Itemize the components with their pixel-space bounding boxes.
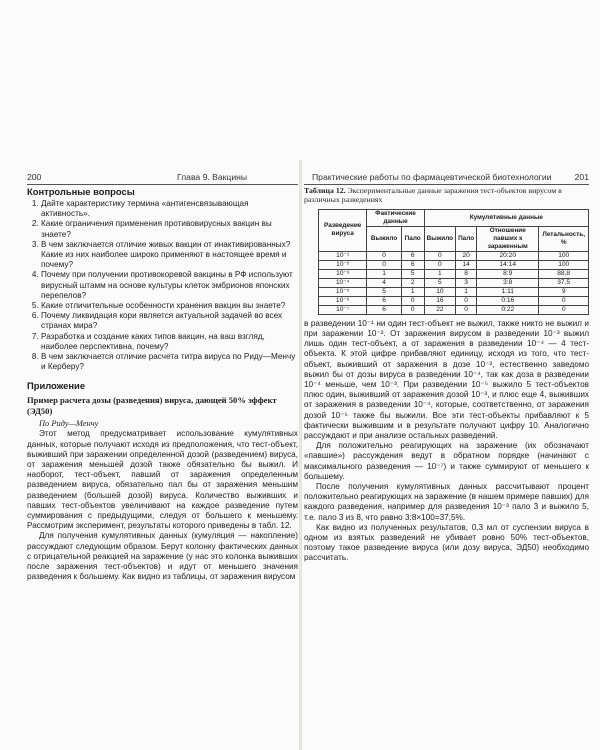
table-cell: 1	[367, 269, 401, 278]
table-cell: 4	[367, 278, 401, 287]
table-cell: 88,8	[539, 269, 589, 278]
data-table	[318, 209, 589, 315]
table-row	[319, 278, 589, 287]
control-questions-list	[27, 199, 298, 372]
table-cell: 37,5	[539, 278, 589, 287]
table-row	[319, 260, 589, 269]
body-paragraph: Как видно из полученных результатов, 0,3 мл от суспензии вируса в одном из взятых разведений не убивает ровно 50% тест-объектов, поэтому такое разведение вируса (или дозу вируса, ЭД50) необходимо рассчитать.	[304, 522, 589, 563]
book-gutter	[299, 160, 302, 750]
table-cell: 6	[367, 305, 401, 314]
body-paragraph: в разведении 10⁻¹ ни один тест-объект не выжил, также никто не выжил и при заражении 10⁻². От заражения вирусом в разведении 10⁻³ выжил лишь один тест-объект, а от заражения в разведении 10⁻⁴ — 4 тест-объекта. К этой цифре прибавляют единицу, исходя из того, что тест-объект, выживший от заражения в дозе 10⁻³, естественно заведомо выжил бы от дозы вируса в разведении 10⁻⁴, так как доза в разведении 10⁻⁴ меньше, чем 10⁻³. При разведении 10⁻⁵ выжило 5 тест-объектов плюс один, выживший от заражения дозой 10⁻³, и плюс еще 4, выживших от заражения в разведении 10⁻⁴, которые, соответственно, от заражения дозой 10⁻⁵ также бы выжили. Все эти тест-объекты прибавляют к 5 фактически выжившим и в результате получают цифру 10. Аналогично рассуждают и при анализе остальных разведений.	[304, 318, 589, 441]
question-item: 2. Какие ограничения применения противовирусных вакцин вы знаете?	[41, 219, 298, 239]
table-cell: 0:16	[477, 296, 539, 305]
table-row	[319, 269, 589, 278]
table-cell: 1:11	[477, 287, 539, 296]
table-cell: 0	[367, 251, 401, 260]
question-item: 5. Какие отличительные особенности хранения вакцин вы знаете?	[41, 301, 298, 311]
table-cell: 0	[456, 296, 477, 305]
table-caption-text: Экспериментальные данные заражения тест-объектов вирусом в различных разведениях	[304, 186, 562, 205]
col-ratio: Отношение павших к зараженным	[477, 226, 539, 251]
table-cell: 1	[424, 269, 455, 278]
left-page	[27, 186, 298, 706]
table-cell: 20:20	[477, 251, 539, 260]
body-paragraph: Этот метод предусматривает использование кумулятивных данных, которые получают исходя из предположения, что тест-объект, выживший при заражении определенной дозой (разведением) вируса, от заражения меньшей дозой также обязательно бы выжил. И наоборот, тест-объект, павший от заражения определенным разведением вируса, обязательно пал бы от заражения меньшим разведением (большей дозой) вируса. Количество выживших и павших тест-объектов увеличивают на каждое разведение путем суммирования с предыдущими, следуя от большего к меньшему. Рассмотрим эксперимент, результаты которого приведены в табл. 12.	[27, 429, 298, 531]
chapter-title: Глава 9. Вакцины	[177, 172, 248, 182]
question-item: 7. Разработка и создание каких типов вакцин, на ваш взгляд, наиболее перспективна, почему?	[41, 332, 298, 352]
table-cell: 10⁻⁷	[319, 305, 367, 314]
table-cell: 5	[424, 278, 455, 287]
table-cell: 5	[367, 287, 401, 296]
table-row	[319, 296, 589, 305]
table-cell: 6	[367, 296, 401, 305]
table-cell: 10⁻³	[319, 269, 367, 278]
table-cell: 0	[401, 305, 424, 314]
table-cell: 8	[456, 269, 477, 278]
table-cell: 1	[456, 287, 477, 296]
table-caption	[304, 186, 589, 205]
question-item: 3. В чем заключается отличие живых вакцин от инактивированных? Какие из них наиболее широко применяют в настоящее время и почему?	[41, 240, 298, 271]
table-cell: 14:14	[477, 260, 539, 269]
example-title: Пример расчета дозы (разведения) вируса, дающей 50% эффект (ЭД50)	[27, 395, 277, 417]
body-paragraph: После получения кумулятивных данных рассчитывают процент положительно реагирующих на заражение (в нашем примере павших) для каждого разведения, например для разведения 10⁻³ пало 3 и выжило 5, т.е. пало 3 из 8, что равно 3:8×100=37,5%.	[304, 482, 589, 522]
table-cell: 10⁻¹	[319, 251, 367, 260]
body-paragraph: Для получения кумулятивных данных (кумуляция — накопление) рассуждают следующим образом. Берут колонку фактических данных с отрицательной реакцией на заражение (у нас это колонка выживших после заражения тест-объектов) и идут от меньшего значения разведения к большему. Как видно из таблицы, от заражения вирусом	[27, 531, 298, 582]
table-cell: 10⁻⁴	[319, 278, 367, 287]
table-cell: 3:8	[477, 278, 539, 287]
table-body	[319, 251, 589, 314]
table-cell: 6	[401, 251, 424, 260]
table-cell: 0	[424, 251, 455, 260]
left-running-header	[27, 172, 298, 185]
col-cum-died: Пало	[456, 226, 477, 251]
control-questions-heading: Контрольные вопросы	[27, 186, 135, 197]
table-cell: 16	[424, 296, 455, 305]
table-cell: 3	[456, 278, 477, 287]
method-name: По Риду—Менчу	[39, 419, 99, 429]
table-cell: 0	[456, 305, 477, 314]
table-cell: 100	[539, 260, 589, 269]
table-cell: 0:22	[477, 305, 539, 314]
table-cell: 10⁻²	[319, 260, 367, 269]
table-cell: 22	[424, 305, 455, 314]
table-cell: 5	[401, 269, 424, 278]
table-cell: 0	[367, 260, 401, 269]
right-page	[304, 186, 589, 706]
left-page-number: 200	[27, 172, 42, 182]
table-cell: 6	[401, 260, 424, 269]
table-cell: 10⁻⁵	[319, 287, 367, 296]
question-item: 4. Почему при получении противокоревой вакцины в РФ используют вирусный штамм на основе культуры клеток эмбрионов японских перепелов?	[41, 270, 298, 301]
table-cell: 100	[539, 251, 589, 260]
table-row	[319, 305, 589, 314]
appendix-heading: Приложение	[27, 380, 86, 392]
table-cell: 0	[424, 260, 455, 269]
question-item: 1. Дайте характеристику термина «антигенсвязывающая активность».	[41, 199, 298, 219]
table-cell: 9	[539, 287, 589, 296]
table-row	[319, 287, 589, 296]
col-factual: Фактические данные	[367, 209, 424, 226]
table-cell: 0	[401, 296, 424, 305]
table-cell: 14	[456, 260, 477, 269]
col-cumulative: Кумулятивные данные	[424, 209, 588, 226]
right-running-header	[304, 172, 589, 185]
table-caption-label: Таблица 12.	[304, 186, 346, 195]
col-cum-survived: Выжило	[424, 226, 455, 251]
table-cell: 20	[456, 251, 477, 260]
body-paragraph: Для положительно реагирующих на заражение (их обозначают «павшие») рассуждения ведут в обратном порядке (начинают с максимального разведения — 10⁻⁷) и также суммируют от меньшего к большему.	[304, 441, 589, 481]
table-row	[319, 251, 589, 260]
table-cell: 1	[401, 287, 424, 296]
table-cell: 10⁻⁶	[319, 296, 367, 305]
right-section-title: Практические работы по фармацевтической биотехнологии	[312, 172, 552, 182]
table-cell: 0	[539, 305, 589, 314]
right-page-number: 201	[574, 172, 589, 182]
col-survived: Выжило	[367, 226, 401, 251]
col-dilution: Разведение вируса	[319, 209, 367, 251]
table-cell: 0	[539, 296, 589, 305]
table-cell: 2	[401, 278, 424, 287]
question-item: 8. В чем заключается отличие расчета титра вируса по Риду—Менчу и Керберу?	[41, 352, 298, 372]
col-died: Пало	[401, 226, 424, 251]
table-cell: 10	[424, 287, 455, 296]
col-lethality: Летальность, %	[539, 226, 589, 251]
question-item: 6. Почему ликвидация кори является актуальной задачей во всех странах мира?	[41, 311, 298, 331]
table-cell: 8:9	[477, 269, 539, 278]
